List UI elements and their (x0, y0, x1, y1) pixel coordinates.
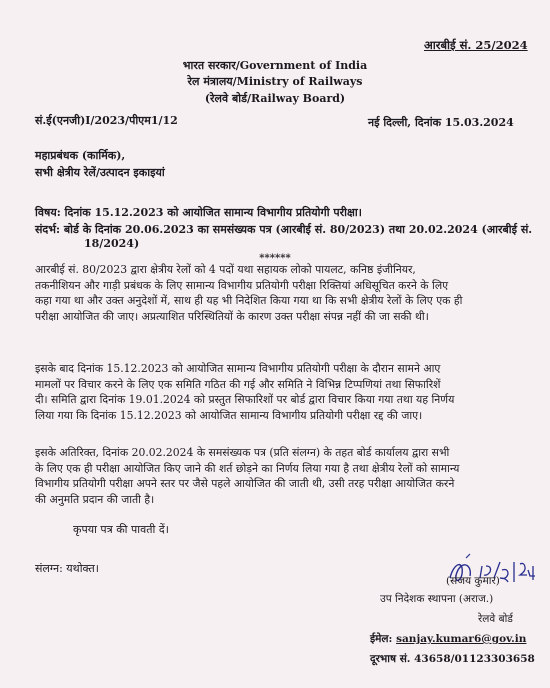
header-government: भारत सरकार/Government of India (182, 59, 368, 72)
letter-number: सं.ई(एनजी)I/2023/पीएम1/12 (35, 114, 178, 127)
paragraph-line: आरबीई सं. 80/2023 द्वारा क्षेत्रीय रेलों को 4 पदों यथा सहायक लोको पायलट, कनिष्ठ इंजीनियर, (35, 263, 416, 276)
paragraph-line: के लिए एक ही परीक्षा आयोजित किए जाने की शर्त छोड़ने का निर्णय लिया गया है तथा क्षेत्रीय रेलों को सामान्य (35, 461, 460, 475)
paragraph-line: लिया गया कि दिनांक 15.12.2023 को आयोजित सामान्य विभागीय प्रतियोगी परीक्षा रद्द की जाए। (35, 408, 423, 422)
signatory-name: (संजय कुमार) (446, 575, 500, 587)
separator: ****** (259, 253, 291, 264)
paragraph-line: कहा गया था और उक्त अनुदेशों में, साथ ही यह भी निदेशित किया गया था कि सभी क्षेत्रीय रेलों के लिए एक ही (35, 294, 463, 308)
signatory-designation: उप निदेशक स्थापना (अराज.) (380, 593, 494, 605)
circular-reference: आरबीई सं. 25/2024 (424, 38, 528, 52)
paragraph-1 (35, 262, 513, 324)
header-board: (रेलवे बोर्ड/Railway Board) (204, 92, 346, 105)
addressee-line-2: सभी क्षेत्रीय रेलें/उत्पादन इकाइयां (35, 166, 165, 179)
paragraph-line: विभागीय प्रतियोगी परीक्षा अपने स्तर पर जैसे पहले आयोजित की जाती थी, उसी तरह परीक्षा आयोजित करने (35, 477, 455, 491)
paragraph-line: परीक्षा आयोजित की जाए। अप्रत्याशित परिस्थितियों के कारण उक्त परीक्षा संपन्न नहीं की जा सकी थी। (35, 309, 429, 323)
subject-line: विषय: दिनांक 15.12.2023 को आयोजित सामान्य विभागीय प्रतियोगी परीक्षा। (35, 206, 362, 219)
signatory-email (370, 632, 526, 646)
letter-date: नई दिल्ली, दिनांक 15.03.2024 (368, 116, 514, 129)
reference-line-1: संदर्भ: बोर्ड के दिनांक 20.06.2023 का समसंख्यक पत्र (आरबीई सं. 80/2023) तथा 20.02.2024 (आरबीई सं. (35, 223, 533, 236)
paragraph-line: की अनुमति प्रदान की जाती है। (35, 492, 155, 506)
enclosure-line: संलग्न: यथोक्त। (35, 562, 99, 575)
paragraph-line: मामलों पर विचार करने के लिए एक समिति गठित की गई और समिति ने विभिन्न टिप्पणियां तथा सिफारिशें (35, 377, 441, 391)
email-label: ईमेल: (370, 633, 397, 645)
signatory-office: रेलवे बोर्ड (478, 613, 513, 625)
header-ministry: रेल मंत्रालय/Ministry of Railways (187, 75, 363, 88)
addressee-line-1: महाप्रबंधक (कार्मिक), (35, 149, 126, 162)
handwritten-signature (440, 548, 540, 598)
email-link[interactable]: sanjay.kumar6@gov.in (396, 633, 527, 645)
reference-line-2: 18/2024) (84, 237, 140, 250)
signatory-phone: दूरभाष सं. 43658/01123303658 (370, 653, 535, 665)
paragraph-line: इसके अतिरिक्त, दिनांक 20.02.2024 के समसंख्यक पत्र (प्रति संलग्न) के तहत बोर्ड कार्यालय द्वारा सभी (35, 446, 450, 459)
paragraph-line: दी। समिति द्वारा दिनांक 19.01.2024 को प्रस्तुत सिफारिशों पर बोर्ड द्वारा विचार किया गया तथा यह निर्णय (35, 393, 455, 407)
paragraph-3 (35, 445, 513, 507)
paragraph-line: तकनीशियन और गाड़ी प्रबंधक के लिए सामान्य विभागीय प्रतियोगी परीक्षा रिक्तियां अधिसूचित करने के लिए (35, 278, 449, 292)
closing-line: कृपया पत्र की पावती दें। (73, 523, 169, 536)
paragraph-line: इसके बाद दिनांक 15.12.2023 को आयोजित सामान्य विभागीय प्रतियोगी परीक्षा के दौरान सामने आए (35, 362, 441, 375)
paragraph-2 (35, 361, 513, 423)
